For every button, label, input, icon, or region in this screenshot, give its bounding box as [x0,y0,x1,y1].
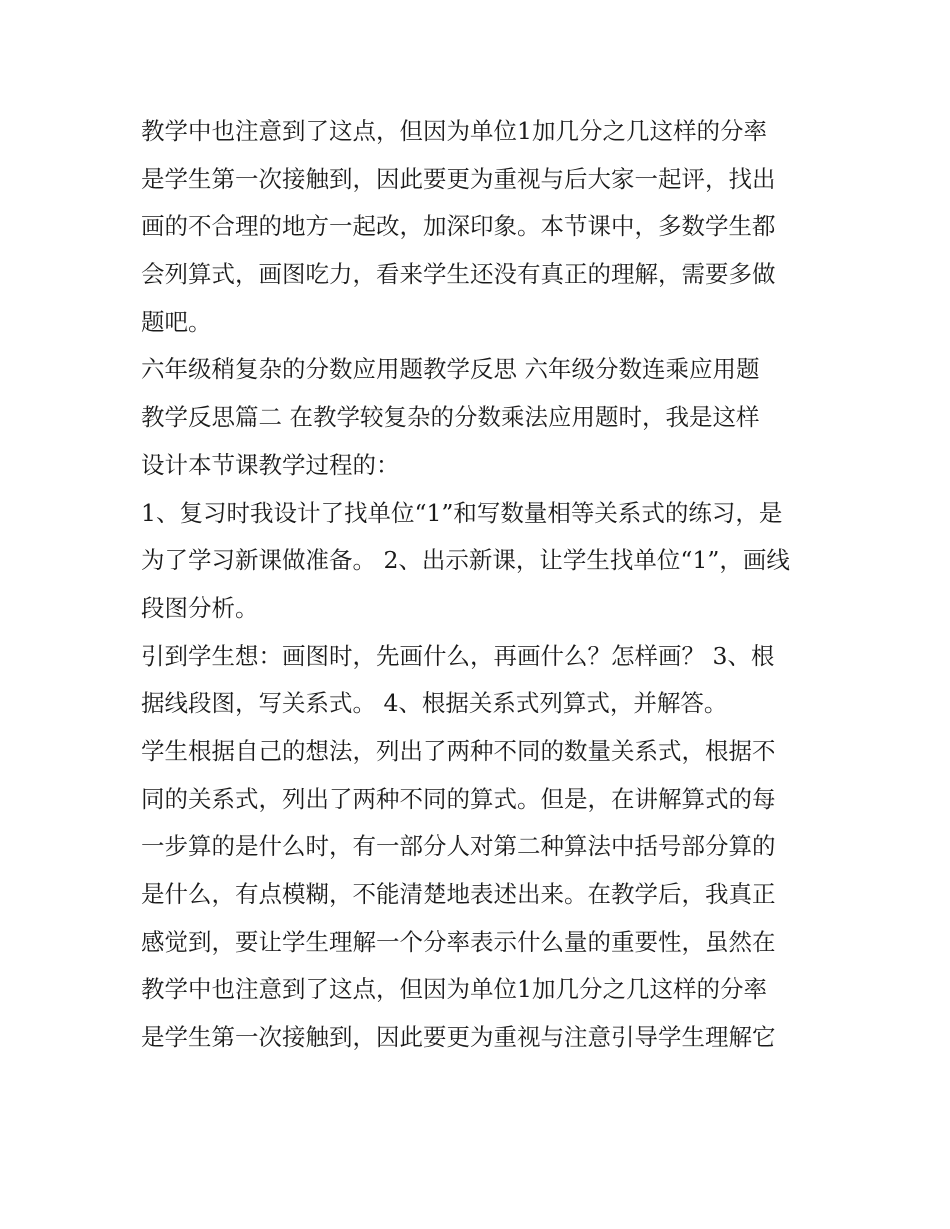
text-line: 是什么，有点模糊，不能清楚地表述出来。在教学后，我真正 [141,880,776,908]
text-line: 引到学生想：画图时，先画什么，再画什么？怎样画？ 3、根 [141,641,775,670]
text-line: 六年级稍复杂的分数应用题教学反思 六年级分数连乘应用题 [141,355,760,384]
text-line: 学生根据自己的想法，列出了两种不同的数量关系式，根据不 [141,736,776,765]
text-line: 是学生第一次接触到，因此要更为重视与注意引导学生理解它 [141,1023,776,1052]
text-line: 为了学习新课做准备。 2、出示新课，让学生找单位“1”，画线 [141,546,790,575]
text-line: 教学中也注意到了这点，但因为单位1加几分之几这样的分率 [141,117,767,145]
body-text [141,108,821,1062]
text-line: 1、复习时我设计了找单位“1”和写数量相等关系式的练习，是 [141,498,783,527]
text-line: 教学中也注意到了这点，但因为单位1加几分之几这样的分率 [141,975,767,1004]
text-line: 感觉到，要让学生理解一个分率表示什么量的重要性，虽然在 [141,927,776,956]
text-line: 是学生第一次接触到，因此要更为重视与后大家一起评，找出 [141,164,776,193]
text-line: 画的不合理的地方一起改，加深印象。本节课中，多数学生都 [141,212,776,241]
text-line: 会列算式，画图吃力，看来学生还没有真正的理解，需要多做 [141,260,776,289]
text-line: 教学反思篇二 在教学较复杂的分数乘法应用题时，我是这样 [141,403,760,432]
text-line: 据线段图，写关系式。 4、根据关系式列算式，并解答。 [141,689,728,718]
text-line: 一步算的是什么时，有一部分人对第二种算法中括号部分算的 [141,832,776,861]
text-line: 设计本节课教学过程的： [141,450,400,479]
text-line: 段图分析。 [141,593,259,622]
text-line: 题吧。 [141,307,212,336]
text-line: 同的关系式，列出了两种不同的算式。但是，在讲解算式的每 [141,784,776,813]
